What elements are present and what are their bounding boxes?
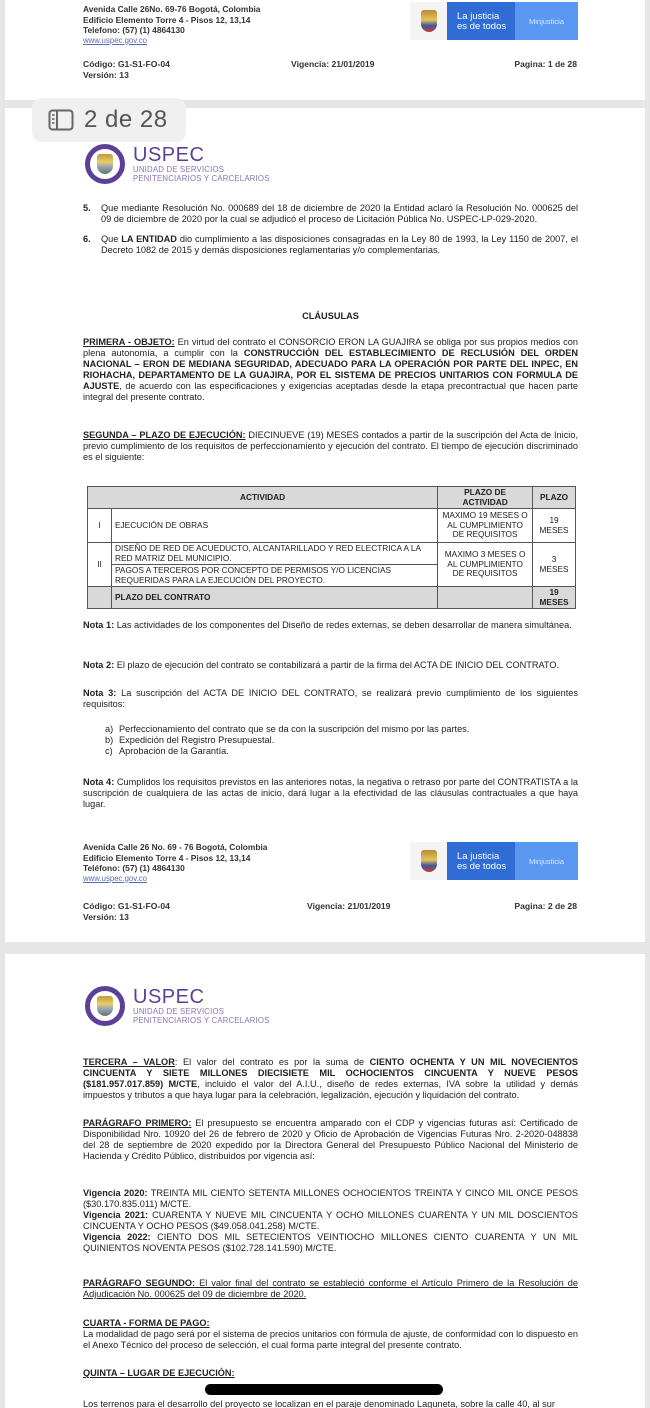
colombia-coat-of-arms-icon	[410, 842, 447, 880]
uspec-subtitle-2: PENITENCIARIOS Y CARCELARIOS	[133, 1016, 270, 1025]
logo-tagline-2: es de todos	[457, 860, 507, 872]
clausula-text: , incluido el valor del A.I.U., diseño de redes externas, IVA sobre la utilidad y demás impuestos y tributos a que haya lugar para la celebración, legalización, ejecución y liquidación del contrato.	[83, 1079, 578, 1100]
clausula-label: CUARTA - FORMA DE PAGO:	[83, 1318, 210, 1328]
home-indicator-bar[interactable]	[205, 1384, 443, 1395]
clausula-cuarta	[83, 1318, 578, 1351]
row-plazo-actividad: MAXIMO 3 MESES O AL CUMPLIMIENTO DE REQUISITOS	[438, 543, 533, 587]
footer-code: Código: G1-S1-FO-04	[83, 901, 170, 911]
footer-meta	[83, 59, 577, 80]
nota-2	[83, 660, 578, 671]
row-plazo-actividad: MAXIMO 19 MESES O AL CUMPLIMIENTO DE REQUISITOS	[438, 509, 533, 543]
header-plazo-actividad: PLAZO DE ACTIVIDAD	[438, 487, 533, 509]
item-text-bold: LA ENTIDAD	[121, 234, 177, 244]
vigencia-label: Vigencia 2021:	[83, 1210, 149, 1220]
nota-4	[83, 777, 578, 810]
activity-table	[87, 486, 576, 609]
uspec-subtitle-2: PENITENCIARIOS Y CARCELARIOS	[133, 174, 270, 183]
vigencia-label: Vigencia 2020:	[83, 1188, 148, 1198]
row-activity: EJECUCIÓN DE OBRAS	[112, 509, 438, 543]
footer-website-link[interactable]: www.uspec.gov.co	[83, 35, 147, 45]
table-row	[88, 509, 576, 543]
uspec-logo	[85, 986, 270, 1026]
requisito-item	[105, 724, 582, 735]
clausula-text: Los terrenos para el desarrollo del proyecto se localizan en el paraje denominado Laguneta, sobre la calle 40, al sur	[83, 1399, 555, 1408]
logo-tagline-1: La justicia	[457, 851, 500, 862]
nota-1	[83, 620, 578, 631]
row-plazo: 3 MESES	[533, 543, 576, 587]
clausulas-title: CLÁUSULAS	[302, 311, 359, 321]
clausula-text-bold: CONSTRUCCIÓN DEL ESTABLECIMIENTO DE RECLUSIÓN DEL ORDEN NACIONAL – ERON DE MEDIANA SEGURIDAD, ADECUADO PARA LA OPERACIÓN POR PARTE DEL INPEC, EN RIOHACHA, DEPARTAMENTO DE LA GUAJIRA, POR EL SISTEMA DE PRECIOS UNITARIOS CON FORMULA DE AJUSTE	[83, 348, 578, 391]
uspec-seal-icon	[85, 986, 125, 1026]
row-activity: PAGOS A TERCEROS POR CONCEPTO DE PERMISOS Y/O LICENCIAS REQUERIDAS PARA LA EJECUCIÓN DEL PROYECTO.	[112, 565, 438, 587]
footer-vigencia: Vigencia: 21/01/2019	[291, 59, 375, 69]
vigencia-item	[83, 1188, 578, 1210]
row-activity: DISEÑO DE RED DE ACUEDUCTO, ALCANTARILLADO Y RED ELECTRICA A LA RED MATRIZ DEL MUNICIPIO.	[112, 543, 438, 565]
clausula-segunda	[83, 430, 578, 463]
minjusticia-logo	[410, 842, 578, 880]
paragrafo-text: El presupuesto se encuentra amparado con el CDP y vigencias futuras así: Certificado de Disponibilidad Nro. 10920 del 26 de febrero de 2020 y Oficio de Aprobación de Vigencias Futuras Nro. 2-2020-048838 del 28 de septiembre de 2020 expedido por la Directora General del Presupuesto Público Nacional del Ministerio de Hacienda y Crédito Público, distribuidos por vigencia así:	[83, 1118, 579, 1161]
requisito-letter: b)	[105, 735, 114, 745]
footer-code: Código: G1-S1-FO-04	[83, 59, 170, 69]
nota-text: La suscripción del ACTA DE INICIO DEL CONTRATO, se realizará previo cumplimiento de los siguientes requisitos:	[83, 688, 578, 709]
row-number: II	[88, 543, 112, 587]
considerando-item	[83, 203, 578, 225]
nota-label: Nota 3:	[83, 688, 117, 698]
clausula-text: La modalidad de pago será por el sistema de precios unitarios con fórmula de ajuste, de conformidad con lo dispuesto en el Anexo Técnico del proceso de selección, el cual forma parte integral del presente contrato.	[83, 1329, 578, 1350]
table-header-row	[88, 487, 576, 509]
nota-label: Nota 1:	[83, 620, 115, 630]
paragrafo-label: PARÁGRAFO SEGUNDO:	[83, 1278, 196, 1288]
requisitos-list	[87, 724, 582, 757]
footer-meta	[83, 901, 577, 922]
logo-tagline-2: es de todos	[457, 20, 507, 32]
uspec-seal-icon	[85, 144, 125, 184]
footer-address: Avenida Calle 26 No. 69 - 76 Bogotá, Colombia	[83, 842, 268, 852]
requisito-letter: c)	[105, 746, 113, 756]
header-plazo: PLAZO	[533, 487, 576, 509]
clausula-label: QUINTA – LUGAR DE EJECUCIÓN:	[83, 1368, 235, 1378]
document-page-2	[5, 108, 645, 942]
sidebar-icon	[48, 109, 74, 131]
considerandos	[83, 203, 578, 265]
nota-label: Nota 2:	[83, 660, 115, 670]
total-label: PLAZO DEL CONTRATO	[112, 587, 438, 609]
logo-ministry: Minjusticia	[515, 2, 578, 40]
uspec-subtitle-1: UNIDAD DE SERVICIOS	[133, 165, 225, 174]
paragrafo-text: El valor final del contrato se estableció conforme el Artículo Primero de la Resolución de Adjudicación No. 000625 del 09 de diciembre de 2020.	[83, 1278, 578, 1299]
clausula-label: PRIMERA - OBJETO:	[83, 337, 175, 347]
row-number: I	[88, 509, 112, 543]
header-actividad: ACTIVIDAD	[88, 487, 438, 509]
vigencia-item	[83, 1210, 578, 1232]
colombia-coat-of-arms-icon	[410, 2, 447, 40]
item-text: dio cumplimiento a las disposiciones consagradas en la Ley 80 de 1993, la Ley 1150 de 2007, el Decreto 1082 de 2015 y demás disposiciones reglamentarias y/o complementarias.	[101, 234, 578, 255]
minjusticia-logo	[410, 2, 578, 40]
footer-page-number: Pagina: 1 de 28	[514, 59, 577, 69]
requisito-letter: a)	[105, 724, 114, 734]
clausula-label: SEGUNDA – PLAZO DE EJECUCIÓN:	[83, 430, 246, 440]
table-row	[88, 543, 576, 565]
footer-page-number: Pagina: 2 de 28	[514, 901, 577, 911]
document-page-1	[5, 0, 645, 100]
vigencia-text: CUARENTA Y NUEVE MIL CINCUENTA Y OCHO MILLONES CUARENTA Y UN MIL DOSCIENTOS CINCUENTA Y OCHO PESOS ($49.058.041.258) M/CTE.	[83, 1210, 578, 1231]
total-empty-cell	[88, 587, 112, 609]
clausula-tercera	[83, 1057, 578, 1101]
item-number: 6.	[83, 234, 91, 244]
clausula-text-bold: CIENTO OCHENTA Y UN MIL NOVECIENTOS CINCUENTA Y SIETE MILLONES DIECISIETE MIL OCHOCIENTOS CINCUENTA Y NUEVE PESOS ($181.957.017.859) M/CTE	[83, 1057, 578, 1089]
uspec-name: USPEC	[133, 144, 205, 166]
paragrafo-segundo	[83, 1278, 578, 1300]
footer-building: Edificio Elemento Torre 4 - Pisos 12, 13,14	[83, 852, 251, 863]
footer-address-block	[83, 4, 260, 46]
footer-version: Versión: 13	[83, 69, 129, 80]
paragrafo-primero	[83, 1118, 578, 1162]
nota-label: Nota 4:	[83, 777, 115, 787]
requisito-item	[105, 746, 582, 757]
logo-ministry: Minjusticia	[515, 842, 578, 880]
footer-version: Versión: 13	[83, 911, 129, 922]
vigencia-text: TREINTA MIL CIENTO SETENTA MILLONES OCHOCIENTOS TREINTA Y CINCO MIL ONCE PESOS ($30.170.835.011) M/CTE.	[83, 1188, 579, 1209]
row-plazo: 19 MESES	[533, 509, 576, 543]
footer-address: Avenida Calle 26No. 69-76 Bogotá, Colombia	[83, 4, 261, 14]
document-page-3	[5, 954, 645, 1408]
uspec-name: USPEC	[133, 986, 205, 1008]
item-text-pre: Que	[101, 234, 122, 244]
page-indicator-text: 2 de 28	[84, 106, 168, 133]
clausula-text: DIECINUEVE (19) MESES contados a partir de la suscripción del Acta de Inicio, previo cumplimiento de los requisitos de perfeccionamiento y ejecución del contrato. El tiempo de ejecución discriminado es el siguiente:	[83, 430, 578, 462]
total-empty-cell	[438, 587, 533, 609]
uspec-logo	[85, 144, 270, 184]
vigencia-text: CIENTO DOS MIL SETECIENTOS VEINTIOCHO MILLONES CIENTO CUARENTA Y UN MIL QUINIENTOS NOVENTA PESOS ($102.728.141.590) M/CTE.	[83, 1232, 578, 1253]
footer-website-link[interactable]: www.uspec.gov.co	[83, 873, 147, 883]
clausula-text: En virtud del contrato el CONSORCIO ERON LA GUAJIRA se obliga por sus propios medios con plena autonomía, a cumplir con la	[83, 337, 578, 358]
nota-3	[83, 688, 578, 710]
footer-phone: Teléfono: (57) (1) 4864130	[83, 863, 185, 873]
page-indicator-badge[interactable]	[32, 98, 186, 142]
logo-tagline-1: La justicia	[457, 11, 500, 22]
footer-address-block	[83, 842, 267, 884]
clausula-text: : El valor del contrato es por la suma de	[174, 1057, 370, 1067]
nota-text: El plazo de ejecución del contrato se contabilizará a partir de la firma del ACTA DE INICIO DEL CONTRATO.	[114, 660, 560, 670]
item-number: 5.	[83, 203, 91, 213]
footer-building: Edificio Elemento Torre 4 - Pisos 12, 13,14	[83, 14, 251, 25]
vigencia-label: Vigencia 2022:	[83, 1232, 151, 1242]
clausula-label: TERCERA – VALOR	[83, 1057, 175, 1067]
uspec-subtitle-1: UNIDAD DE SERVICIOS	[133, 1007, 225, 1016]
nota-text: Las actividades de los componentes del Diseño de redes externas, se deben desarrollar de manera simultánea.	[114, 620, 572, 630]
clausula-text: , de acuerdo con las especificaciones y exigencias aceptadas desde la etapa precontractual que hacen parte integral del presente contrato.	[83, 381, 578, 402]
total-value: 19 MESES	[533, 587, 576, 609]
clausula-primera	[83, 337, 578, 403]
vigencias-list	[83, 1188, 578, 1254]
table-total-row	[88, 587, 576, 609]
considerando-item	[83, 234, 578, 256]
item-text: Que mediante Resolución No. 000689 del 18 de diciembre de 2020 la Entidad aclaró la Resolución No. 000625 del 09 de diciembre de 2020 por la cual se adjudicó el proceso de Licitación Pública No. USPEC-LP-029-2020.	[101, 203, 578, 224]
footer-vigencia: Vigencia: 21/01/2019	[307, 901, 391, 911]
requisito-text: Perfeccionamiento del contrato que se da con la suscripción del mismo por las partes.	[119, 724, 470, 734]
requisito-text: Aprobación de la Garantía.	[119, 746, 229, 756]
requisito-text: Expedición del Registro Presupuestal.	[119, 735, 275, 745]
paragrafo-label: PARÁGRAFO PRIMERO:	[83, 1118, 192, 1128]
vigencia-item	[83, 1232, 578, 1254]
footer-phone: Telefono: (57) (1) 4864130	[83, 25, 185, 35]
nota-text: Cumplidos los requisitos previstos en las anteriores notas, la negativa o retraso por parte del CONTRATISTA a la suscripción de cualquiera de las actas de inicio, dará lugar a la efectividad de las cláusulas contractuales a que haya lugar.	[83, 777, 579, 809]
requisito-item	[105, 735, 582, 746]
